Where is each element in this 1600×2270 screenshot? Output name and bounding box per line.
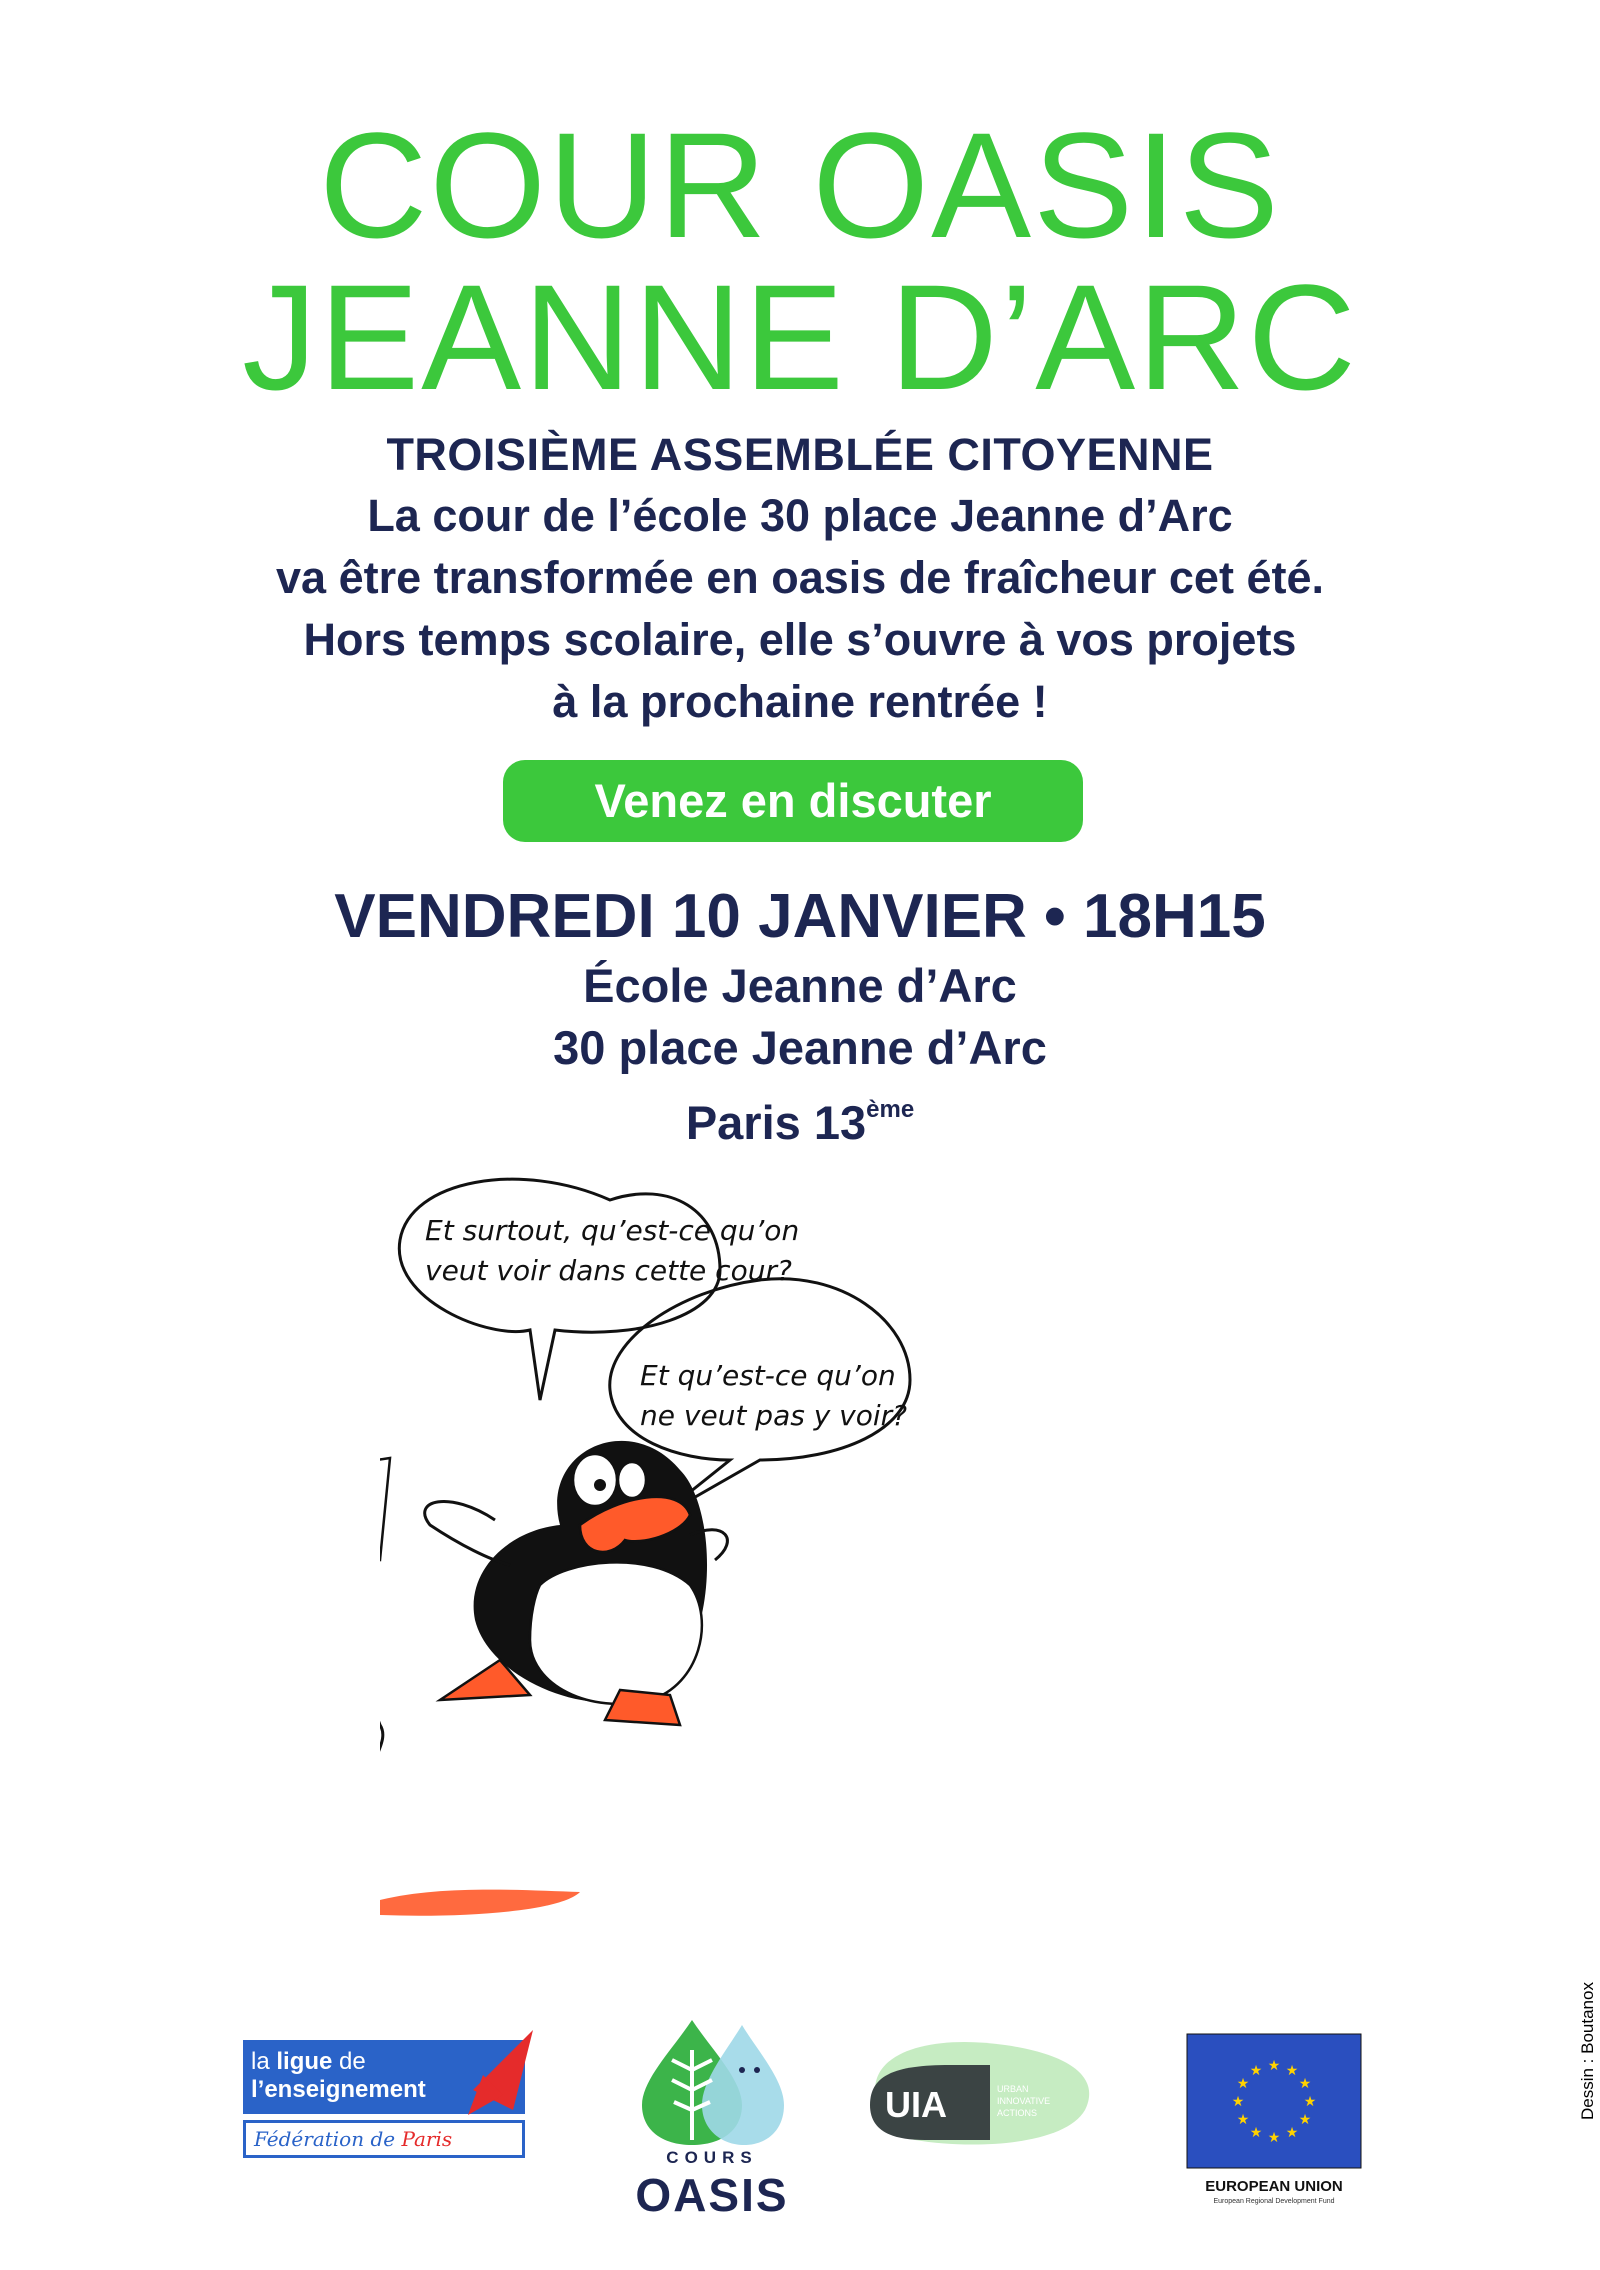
red-paper-plane-icon bbox=[463, 2020, 543, 2120]
svg-text:★: ★ bbox=[1249, 2063, 1263, 2079]
intro-line: à la prochaine rentrée ! bbox=[552, 676, 1048, 727]
partner-logos bbox=[0, 2000, 1600, 2240]
svg-text:★: ★ bbox=[1236, 2076, 1250, 2092]
svg-text:★: ★ bbox=[1285, 2063, 1299, 2079]
svg-text:★: ★ bbox=[1303, 2094, 1317, 2110]
ligue-text-de: de bbox=[332, 2048, 366, 2075]
intro-block bbox=[0, 425, 1600, 733]
svg-text:★: ★ bbox=[1267, 2058, 1281, 2074]
uia-logo bbox=[855, 2020, 1105, 2160]
uia-sub2: INNOVATIVE bbox=[997, 2096, 1051, 2106]
city-suffix: ème bbox=[866, 1096, 915, 1123]
city-name: Paris 13 bbox=[685, 1096, 867, 1149]
svg-text:★: ★ bbox=[1298, 2076, 1312, 2092]
intro-line: La cour de l’école 30 place Jeanne d’Arc bbox=[367, 490, 1233, 541]
svg-text:★: ★ bbox=[1298, 2112, 1312, 2128]
venue-block bbox=[0, 955, 1600, 1154]
credit-text: Dessin : Boutanox bbox=[1578, 1982, 1597, 2120]
event-date: VENDREDI 10 JANVIER • 18H15 bbox=[334, 882, 1266, 951]
ligue-logo-bottom bbox=[243, 2120, 525, 2158]
intro-line: Hors temps scolaire, elle s’ouvre à vos projets bbox=[303, 614, 1297, 665]
bubble2-line1: Et qu’est-ce qu’on bbox=[640, 1359, 896, 1392]
paper-sheet-icon bbox=[380, 1458, 390, 1560]
title-line-2: JEANNE D’ARC bbox=[242, 253, 1358, 421]
svg-text:Et qu’est-ce qu’on ne veut bbox=[640, 1359, 907, 1432]
european-union-logo bbox=[1183, 2030, 1365, 2220]
bubble1-line1: Et surtout, qu’est-ce qu’on bbox=[425, 1214, 800, 1247]
svg-text:★: ★ bbox=[1249, 2125, 1263, 2141]
drops-icon bbox=[632, 2010, 792, 2150]
svg-text:★: ★ bbox=[1267, 2130, 1281, 2146]
orange-ground-stroke bbox=[380, 1890, 580, 1916]
svg-text:★: ★ bbox=[1285, 2125, 1299, 2141]
uia-sub1: URBAN bbox=[997, 2084, 1029, 2094]
bubble1-line2: veut voir dans cette cour? bbox=[425, 1254, 792, 1287]
svg-text:★: ★ bbox=[1231, 2094, 1245, 2110]
intro-line: va être transformée en oasis de fraîcheur cet été. bbox=[276, 552, 1324, 603]
uia-sub3: ACTIONS bbox=[997, 2108, 1038, 2118]
eu-subcaption: European Regional Development Fund bbox=[1213, 2198, 1335, 2205]
venue-address: 30 place Jeanne d’Arc bbox=[553, 1021, 1047, 1074]
eu-flag-icon bbox=[1183, 2030, 1365, 2172]
ligue-text-enseignement: l’enseignement bbox=[251, 2076, 426, 2103]
eu-caption: EUROPEAN UNION bbox=[1205, 2178, 1343, 2195]
ligue-text-la: la bbox=[251, 2048, 277, 2075]
ligue-text-ligue: ligue bbox=[276, 2048, 333, 2075]
penguin-icon bbox=[380, 1441, 727, 1770]
ligue-federation-text: Fédération de bbox=[254, 2127, 402, 2151]
svg-text:★: ★ bbox=[1236, 2112, 1250, 2128]
title-line-1: COUR OASIS bbox=[319, 101, 1281, 269]
cours-oasis-logo bbox=[632, 2010, 792, 2220]
ligue-enseignement-logo bbox=[243, 2040, 525, 2158]
discuss-button[interactable]: Venez en discuter bbox=[503, 760, 1083, 842]
ligue-paris-text: Paris bbox=[401, 2127, 453, 2151]
penguin-drawing bbox=[380, 1140, 1260, 1960]
venue-name: École Jeanne d’Arc bbox=[583, 959, 1017, 1012]
cours-text: COURS bbox=[666, 2148, 758, 2167]
assembly-heading: TROISIÈME ASSEMBLÉE CITOYENNE bbox=[386, 429, 1214, 480]
uia-main-text: UIA bbox=[885, 2084, 947, 2125]
bubble2-line2: ne veut pas y voir? bbox=[640, 1399, 908, 1432]
oasis-text: OASIS bbox=[635, 2169, 789, 2221]
svg-text:Et surtout, qu’est-ce qu’on bbox=[425, 1214, 808, 1287]
